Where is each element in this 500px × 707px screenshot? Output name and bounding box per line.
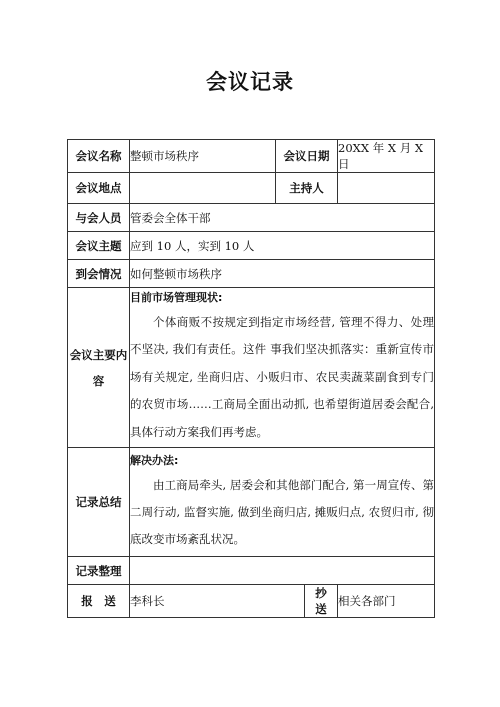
organizer-value: [130, 557, 435, 585]
copy-to-value: 相关各部门: [338, 585, 435, 618]
location-value: [130, 173, 276, 204]
row-main-content: [68, 288, 435, 448]
summary-cell: [130, 448, 435, 557]
organizer-label: 记录整理: [68, 557, 130, 585]
topic-value: 应到 10 人，实到 10 人: [130, 232, 435, 260]
summary-text: 由工商局牵头, 居委会和其他部门配合, 第一周宣传、第二周行动, 监督实施, 做到坐商归店, 摊贩归点, 农贸归市, 彻底改变市场紊乱状况。: [130, 477, 435, 546]
attendance-value: 如何整顿市场秩序: [130, 260, 435, 288]
main-content-label: 会议主要内容: [68, 288, 130, 448]
host-value: [338, 173, 435, 204]
row-meeting-name: [68, 140, 435, 173]
row-attendance: [68, 260, 435, 288]
summary-label: 记录总结: [68, 448, 130, 557]
host-label: 主持人: [276, 173, 338, 204]
main-content-text: 个体商贩不按规定到指定市场经营, 管理不得力、处理不坚决, 我们有责任。这件 事我们坚决抓落实：重新宣传市场有关规定, 坐商归店、小贩归市、农民卖蔬菜副食到专门 的农贸市场……工商局全面出动抓, 也希望街道居委会配合, 具体行动方案我们再考虑。: [130, 314, 435, 439]
meeting-name-value: 整顿市场秩序: [130, 140, 276, 173]
row-organizer: [68, 557, 435, 585]
topic-label: 会议主题: [68, 232, 130, 260]
row-summary: [68, 448, 435, 557]
copy-to-label: 抄 送: [305, 585, 338, 618]
meeting-name-label: 会议名称: [68, 140, 130, 173]
main-content-heading: 目前市场管理现状:: [130, 290, 223, 304]
meeting-date-value: 20XX 年 X 月 X 日: [338, 140, 435, 173]
document-title: 会议记录: [206, 70, 294, 94]
meeting-date-label: 会议日期: [276, 140, 338, 173]
meeting-record-table: [67, 139, 435, 618]
row-location: [68, 173, 435, 204]
attendees-value: 管委会全体干部: [130, 204, 435, 232]
attendance-label: 到会情况: [68, 260, 130, 288]
summary-heading: 解决办法:: [130, 453, 179, 467]
report-to-label: 报 送: [68, 585, 130, 618]
location-label: 会议地点: [68, 173, 130, 204]
report-to-value: 李科长: [130, 585, 305, 618]
row-topic: [68, 232, 435, 260]
main-content-cell: [130, 288, 435, 448]
row-distribution: [68, 585, 435, 618]
row-attendees: [68, 204, 435, 232]
attendees-label: 与会人员: [68, 204, 130, 232]
